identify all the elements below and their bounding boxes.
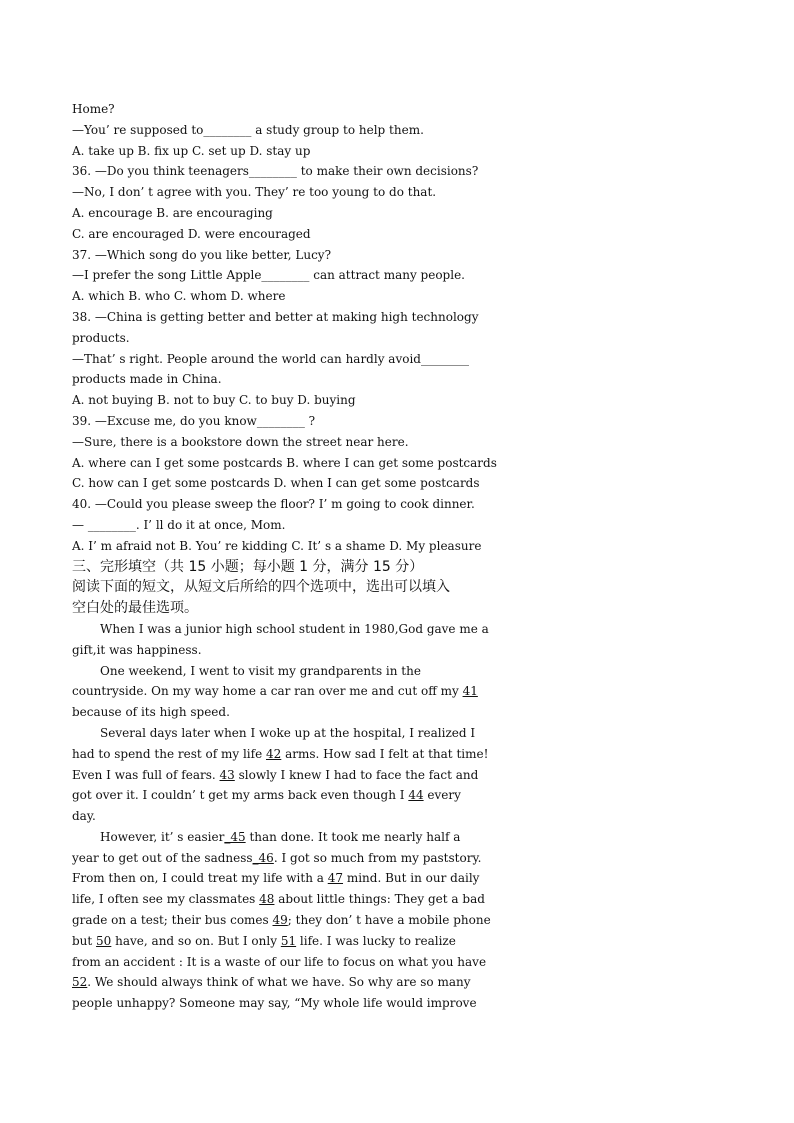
q37-options: A. which B. who C. whom D. where	[72, 289, 286, 304]
q35-options: A. take up B. fix up C. set up D. stay up	[72, 143, 311, 158]
passage-line: day.	[72, 809, 96, 824]
passage-line	[72, 744, 572, 765]
passage-line	[72, 889, 572, 910]
passage-line	[72, 931, 572, 952]
passage-text: . I got so much from my paststory.	[273, 850, 482, 865]
q38-reply-1: —That’ s right. People around the world can hardly avoid________	[72, 351, 469, 366]
passage-line	[72, 785, 572, 806]
blank-44: 44	[408, 788, 424, 803]
q37-stem: 37. —Which song do you like better, Lucy?	[72, 247, 332, 262]
passage-text: have, and so on. But I only	[111, 933, 281, 948]
passage-line	[72, 765, 572, 786]
passage-text: . We should always think of what we have. So why are so many	[87, 975, 471, 990]
passage-text: every	[423, 788, 461, 803]
blank-49: 49	[272, 913, 288, 928]
passage-text: life, I often see my classmates	[72, 892, 260, 907]
passage-text: but	[72, 933, 97, 948]
passage-line	[72, 972, 572, 993]
q38-reply-2: products made in China.	[72, 372, 222, 387]
blank-51: 51	[280, 933, 297, 948]
passage-line: When I was a junior high school student in 1980,God gave me a	[100, 621, 489, 636]
q39-options-1: A. where can I get some postcards B. where I can get some postcards	[72, 455, 497, 470]
q39-stem: 39. —Excuse me, do you know________ ?	[72, 413, 316, 428]
q40-reply: — ________. I’ ll do it at once, Mom.	[72, 517, 286, 532]
q36-options-2: C. are encouraged D. were encouraged	[72, 226, 311, 241]
q39-reply: —Sure, there is a bookstore down the street near here.	[72, 434, 409, 449]
passage-text: ; they don’ t have a mobile phone	[287, 913, 491, 928]
passage-text: mind. But in our daily	[343, 871, 480, 886]
passage-text: than done. It took me nearly half a	[245, 829, 461, 844]
q39-options-2: C. how can I get some postcards D. when I can get some postcards	[72, 476, 480, 491]
passage-line	[72, 681, 572, 702]
q37-reply: —I prefer the song Little Apple________ can attract many people.	[72, 268, 465, 283]
q38-options: A. not buying B. not to buy C. to buy D. buying	[72, 393, 356, 408]
q40-options: A. I’ m afraid not B. You’ re kidding C. It’ s a shame D. My pleasure	[72, 538, 482, 553]
q35-stem: —You’ re supposed to________ a study group to help them.	[72, 122, 424, 137]
passage-text: had to spend the rest of my life	[72, 746, 266, 761]
passage-text: Even I was full of fears.	[72, 767, 220, 782]
passage-line: Several days later when I woke up at the hospital, I realized I	[100, 725, 476, 740]
blank-48: 48	[259, 892, 275, 907]
worksheet-page	[72, 99, 572, 1014]
q40-stem: 40. —Could you please sweep the floor? I’ m going to cook dinner.	[72, 497, 475, 512]
q38-stem-1: 38. —China is getting better and better at making high technology	[72, 309, 479, 324]
passage-line: because of its high speed.	[72, 705, 230, 720]
passage-text: year to get out of the sadness	[72, 850, 253, 865]
blank-45: _45	[224, 829, 246, 844]
passage-text: life. I was lucky to realize	[296, 933, 456, 948]
top-fragment: Home?	[72, 102, 115, 116]
q36-reply: —No, I don’ t agree with you. They’ re too young to do that.	[72, 185, 437, 200]
passage-line: people unhappy? Someone may say, “My whole life would improve	[72, 996, 477, 1011]
passage-text: However, it’ s easier	[100, 829, 225, 844]
passage-line	[72, 827, 572, 848]
blank-46: _46	[252, 850, 274, 865]
passage-text: about little things: They get a bad	[274, 892, 485, 907]
blank-47: 47	[327, 871, 344, 886]
blank-41: 41	[462, 684, 478, 699]
passage-text: slowly I knew I had to face the fact and	[234, 767, 479, 782]
passage-text: grade on a test; their bus comes	[72, 913, 273, 928]
q38-stem-2: products.	[72, 330, 130, 345]
passage-line: One weekend, I went to visit my grandparents in the	[100, 663, 421, 678]
blank-52: 52	[72, 975, 88, 990]
q36-options-1: A. encourage B. are encouraging	[72, 205, 273, 220]
passage-line	[72, 868, 572, 889]
section-instruction-1: 阅读下面的短文，从短文后所给的四个选项中，选出可以填入	[72, 579, 450, 596]
section-instruction-2: 空白处的最佳选项。	[72, 600, 198, 617]
blank-42: 42	[266, 746, 282, 761]
passage-text: got over it. I couldn’ t get my arms back even though I	[72, 788, 409, 803]
blank-43: 43	[219, 767, 235, 782]
passage-line: gift,it was happiness.	[72, 642, 202, 657]
passage-text: countryside. On my way home a car ran over me and cut off my	[72, 684, 463, 699]
passage-line	[72, 848, 572, 869]
passage-text: From then on, I could treat my life with a	[72, 871, 328, 886]
passage-text: arms. How sad I felt at that time!	[281, 746, 489, 761]
blank-50: 50	[96, 933, 112, 948]
passage-line: from an accident : It is a waste of our life to focus on what you have	[72, 954, 487, 969]
q36-stem: 36. —Do you think teenagers________ to make their own decisions?	[72, 164, 479, 179]
passage-line	[72, 910, 572, 931]
section-heading: 三、完形填空（共 15 小题；每小题 1 分，满分 15 分）	[72, 558, 424, 575]
